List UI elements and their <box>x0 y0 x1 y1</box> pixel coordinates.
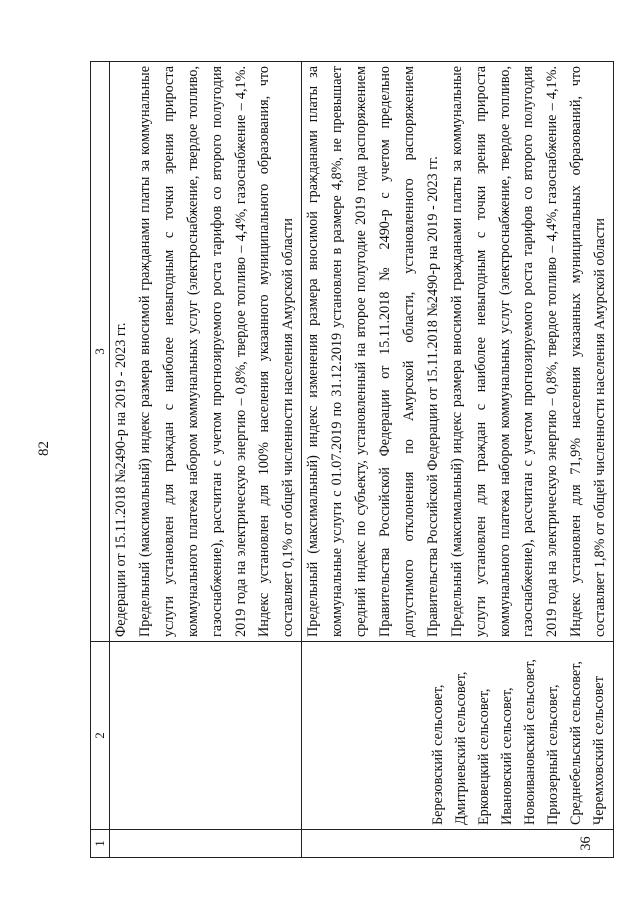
description-part-1: Предельный (максимальный) индекс изменения размера вносимой гражданами платы за коммунальные услуги с 01.07.2019 по 31.12.2019 установлен в размере 4,8%, не превышает средний индекс по субъекту, установленный на второе полугодие 2019 года распоряжением Правительства Российской Федерации от 15.11.2018 № 2490-р с учетом предельно допустимого отклонения по Амурской области, установленного распоряжением Правительства Российской Федерации от 15.11.2018 №2490-р на 2019 - 2023 гг. <box>305 66 441 637</box>
tariff-index-table <box>90 61 614 858</box>
description-cell <box>302 62 614 642</box>
header-col-1: 1 <box>91 830 110 858</box>
continuation-text: Федерации от 15.11.2018 №2490-р на 2019 - 2023 гг. Предельный (максимальный) индекс размера вносимой гражданами платы за коммунальные услуги установлен для граждан с наиболее невыгодным с точки зрения прироста коммунального платежа набором коммунальных услуг (электроснабжение, твердое топливо, газоснабжение), рассчитан с учетом прогнозируемого роста тарифов со второго полугодия 2019 года на электрическую энергию – 0,8%, твердое топливо – 4,4%, газоснабжение – 4,1%. Индекс установлен для 100% населения указанного муниципального образования, что составляет 0,1% от общей численности населения Амурской области <box>113 66 297 637</box>
header-col-3: 3 <box>91 62 110 642</box>
page-number: 82 <box>36 441 52 456</box>
continuation-cell <box>110 62 302 642</box>
row-number: 36 <box>302 830 614 858</box>
table-row <box>302 62 614 858</box>
header-col-2: 2 <box>91 642 110 830</box>
document-table-wrapper <box>90 62 609 858</box>
rotated-page-content <box>90 62 609 858</box>
table-row-continuation <box>110 62 302 858</box>
description-part-2: Предельный (максимальный) индекс размера вносимой гражданами платы за коммунальные услуги установлен для граждан с наиболее невыгодным с точки зрения прироста коммунального платежа набором коммунальных услуг (электроснабжение, твердое топливо, газоснабжение), рассчитан с учетом прогнозируемого роста тарифов со второго полугодия 2019 года на электрическую энергию – 0,8%, твердое топливо – 4,4%, газоснабжение – 4,1%. Индекс установлен для 71,9% населения указанных муниципальных образований, что составляет 1,8% от общей численности населения Амурской области <box>448 66 609 637</box>
table-header-row <box>91 62 110 858</box>
municipalities-cell: Березовский сельсовет, Дмитриевский сельсовет, Ерковецкий сельсовет, Ивановский сельсовет, Новоивановский сельсовет, Приозерный сельсовет, Среднебельский сельсовет, Черемховский сельсовет <box>302 642 614 830</box>
